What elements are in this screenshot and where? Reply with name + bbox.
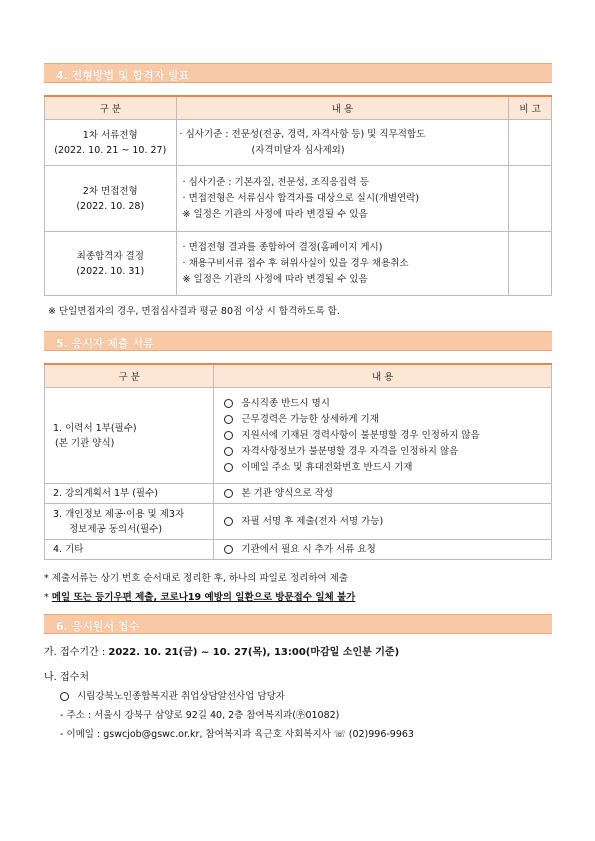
table-row [45, 484, 552, 504]
circle-bullet-icon [224, 447, 233, 456]
remark-cell [509, 166, 552, 232]
section-4-title: 4. 전형방법 및 합격자 발표 [56, 69, 190, 82]
reception-address: - 주소 : 서울시 강북구 삼양로 92길 40, 2층 참여복지과(㉾01082) [60, 710, 340, 721]
section-4-header [44, 63, 552, 83]
section-6-title: 6. 응시원서 접수 [56, 620, 140, 633]
col-header-content: 내 용 [176, 96, 509, 120]
table-row [45, 388, 552, 484]
item-cell: 4. 기타 [45, 540, 214, 560]
section-5-header [44, 331, 552, 351]
content-cell: 응시직종 반드시 명시 근무경력은 가능한 상세하게 기재 지원서에 기재된 경력사항이 불분명할 경우 인정하지 않음 자격사항정보가 불분명할 경우 자격을 인정하지 않음 이메일 주소 및 휴대전화번호 반드시 기재 [214, 388, 552, 484]
circle-bullet-icon [224, 415, 233, 424]
section-5-note-1: * 제출서류는 상기 번호 순서대로 정리한 후, 하나의 파일로 정리하여 제출 [44, 573, 349, 584]
table-row [45, 232, 552, 296]
table-row [45, 120, 552, 166]
table-row [45, 166, 552, 232]
section-4-note: ※ 단일면접자의 경우, 면접심사결과 평균 80점 이상 시 합격하도록 함. [48, 306, 340, 317]
remark-cell [509, 232, 552, 296]
stage-cell: 2차 면접전형 (2022. 10. 28) [45, 166, 177, 232]
content-cell: 기관에서 필요 시 추가 서류 요청 [214, 540, 552, 560]
content-cell: · 심사기준 : 전문성(전공, 경력, 자격사항 등) 및 직무적합도 (자격미달자 심사제외) [176, 120, 509, 166]
table-row [45, 540, 552, 560]
reception-place-label: 나. 접수처 [44, 672, 89, 683]
content-cell: · 면접전형 결과를 종합하여 결정(홈페이지 게시) · 채용구비서류 접수 후 허위사실이 있을 경우 채용취소 ※ 일정은 기관의 사정에 따라 변경될 수 있음 [176, 232, 509, 296]
col-header-remark: 비 고 [509, 96, 552, 120]
stage-cell: 최종합격자 결정 (2022. 10. 31) [45, 232, 177, 296]
item-cell: 3. 개인정보 제공·이용 및 제3자 정보제공 동의서(필수) [45, 504, 214, 540]
remark-cell [509, 120, 552, 166]
circle-bullet-icon [224, 517, 233, 526]
section-5-title: 5. 응시자 제출 서류 [56, 337, 154, 350]
table-row [45, 504, 552, 540]
circle-bullet-icon [224, 545, 233, 554]
item-cell: 2. 강의계획서 1부 (필수) [45, 484, 214, 504]
circle-bullet-icon [224, 463, 233, 472]
content-cell: · 심사기준 : 기본자질, 전문성, 조직응집력 등 · 면접전형은 서류심사 합격자를 대상으로 실시(개별연락) ※ 일정은 기관의 사정에 따라 변경될 수 있음 [176, 166, 509, 232]
selection-method-table [44, 95, 552, 296]
documents-table [44, 363, 552, 560]
col-header-category: 구 분 [45, 364, 214, 388]
stage-cell: 1차 서류전형 (2022. 10. 21 ~ 10. 27) [45, 120, 177, 166]
reception-email: - 이메일 : gswcjob@gswc.or.kr, 참여복지과 육근호 사회복지사 ☏ (02)996-9963 [60, 729, 414, 740]
col-header-content: 내 용 [214, 364, 552, 388]
circle-bullet-icon [60, 692, 69, 701]
circle-bullet-icon [224, 489, 233, 498]
section-6-header [44, 614, 552, 634]
content-cell: 자필 서명 후 제출(전자 서명 가능) [214, 504, 552, 540]
item-cell: 1. 이력서 1부(필수) (본 기관 양식) [45, 388, 214, 484]
section-5-note-2: * 메일 또는 등기우편 제출, 코로나19 예방의 일환으로 방문접수 일체 불가 [44, 592, 356, 603]
reception-org: 시립강북노인종합복지관 취업상담알선사업 담당자 [60, 688, 285, 702]
content-cell: 본 기관 양식으로 작성 [214, 484, 552, 504]
col-header-category: 구 분 [45, 96, 177, 120]
circle-bullet-icon [224, 399, 233, 408]
circle-bullet-icon [224, 431, 233, 440]
reception-period: 가. 접수기간 : 2022. 10. 21(금) ~ 10. 27(목), 13:00(마감일 소인분 기준) [44, 647, 400, 658]
